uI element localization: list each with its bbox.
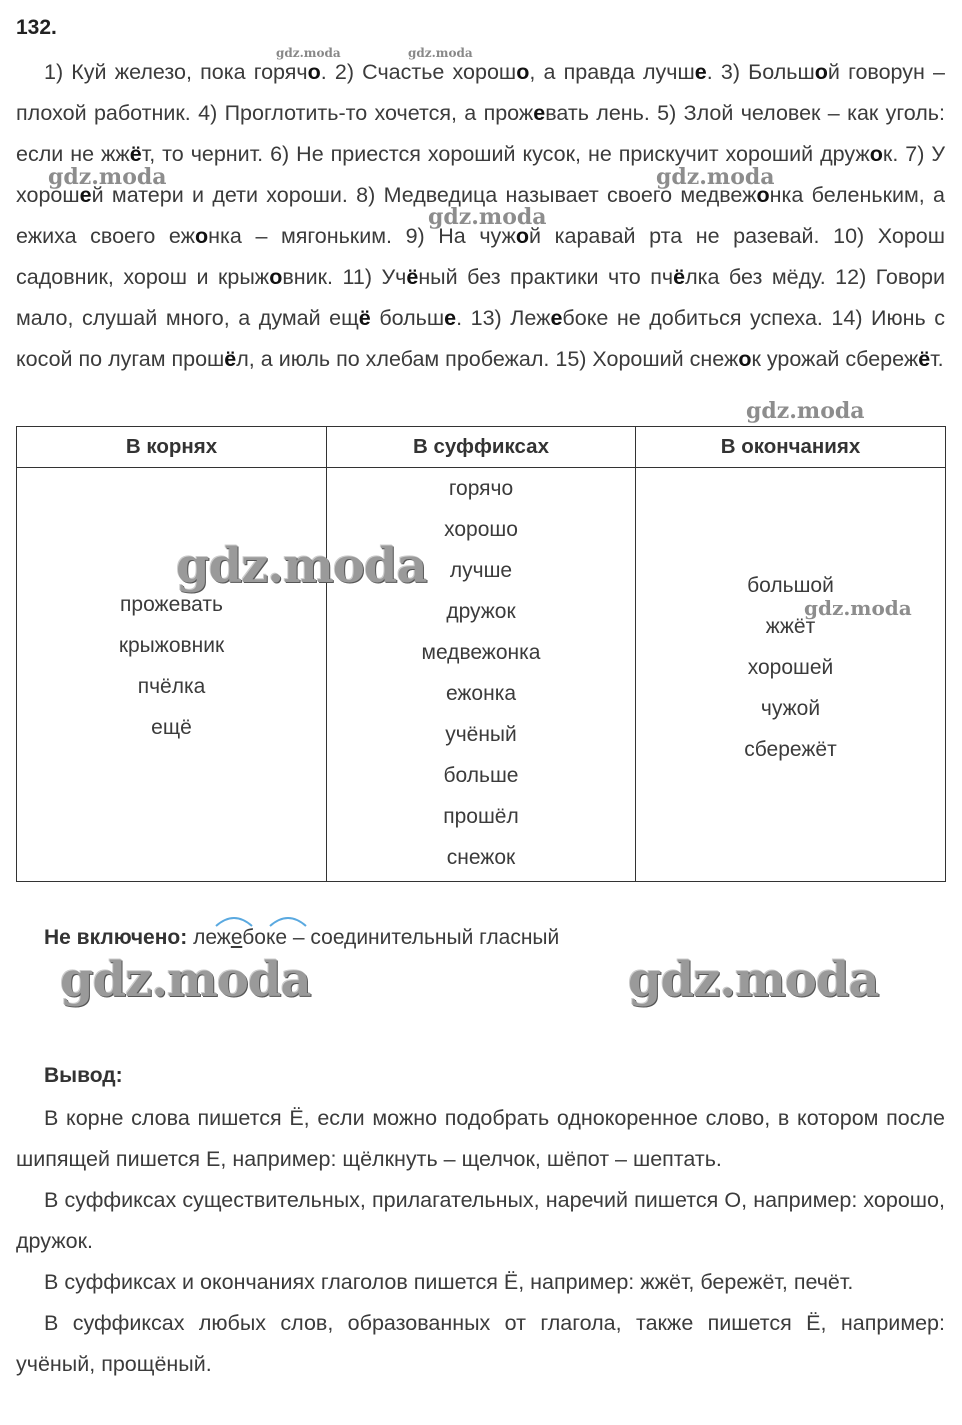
highlighted-vowel: о [738,347,752,371]
excluded-label: Не включено: [44,926,188,949]
text-segment: к урожай сбереж [751,347,919,371]
conclusion-heading: Вывод: [44,1064,123,1087]
highlighted-vowel: е [533,101,546,125]
watermark: gdz.moda [628,952,879,1008]
task-number: 132. [16,16,57,39]
conclusion-paragraph: В суффиксах любых слов, образованных от глагола, также пишется Ё, например: учёный, прощёный. [16,1311,945,1376]
watermark: gdz.moda [60,952,311,1008]
excluded-note [44,926,559,950]
text-segment: й каравай рта не разевай. 10) Хорош садовник, хорош и крыж [16,224,945,289]
excluded-word-end: боке [242,926,288,949]
table-word: крыжовник [118,634,225,657]
table-word: снежок [446,846,516,869]
table-word: лучше [449,559,513,582]
watermark: gdz.moda [176,538,427,594]
text-segment: . 3) Больш [706,60,815,84]
text-segment: . 2) Счастье хорош [320,60,517,84]
text-segment: , а правда лучш [529,60,695,84]
watermark: gdz.moda [48,164,167,190]
table-word: прошёл [443,805,519,828]
roots-column [17,468,327,882]
highlighted-vowel: ё [358,306,371,330]
highlighted-vowel: ё [406,265,419,289]
header-suffixes: В суффиксах [327,427,636,468]
text-segment: л, а июль по хлебам пробежал. 15) Хороший снеж [236,347,739,371]
text-segment: . 13) Леж [456,306,551,330]
table-word: ещё [151,716,192,739]
text-segment: вник. 11) Уч [282,265,407,289]
text-segment: й говорун – плохой работник. 4) Проглотить-то хочется, а прож [16,60,945,125]
suffixes-column [327,468,636,882]
highlighted-vowel: е [550,306,563,330]
excluded-word-vowel: е [230,926,243,949]
table-word: большой [747,574,834,597]
text-segment: боке не добиться успеха. 14) Июнь с косой по лугам прош [16,306,946,371]
text-segment: нка – мягоньким. 9) На чуж [208,224,516,248]
text-segment: вать лень. 5) Злой человек – как уголь: если не жж [16,101,945,166]
table-word: пчёлка [137,675,206,698]
highlighted-vowel: ё [224,347,237,371]
conclusion-body [16,1098,945,1385]
table-word: медвежонка [421,641,541,664]
watermark: gdz.moda [656,164,775,190]
header-roots: В корнях [17,427,327,468]
highlighted-vowel: о [269,265,283,289]
highlighted-vowel: ё [129,142,142,166]
highlighted-vowel: о [195,224,209,248]
text-segment: т, то чернит. 6) Не приестся хороший кусок, не прискучит хороший друж [141,142,870,166]
watermark: gdz.moda [746,398,865,424]
highlighted-vowel: е [79,183,92,207]
watermark: gdz.moda [276,46,341,60]
classification-table [16,426,946,882]
table-word: хорошей [747,656,834,679]
highlighted-vowel: е [694,60,707,84]
excluded-explanation: – соединительный гласный [287,926,560,949]
highlighted-vowel: о [869,142,883,166]
table-word: дружок [446,600,516,623]
table-word: жжёт [765,615,816,638]
highlighted-vowel: о [516,60,530,84]
task-text [16,52,945,380]
table-body-row [17,468,946,882]
text-segment: больш [370,306,445,330]
text-segment: й матери и дети хороши. 8) Медведица называет своего медвеж [91,183,757,207]
conclusion-paragraph: В суффиксах и окончаниях глаголов пишется Ё, например: жжёт, бережёт, печёт. [44,1270,854,1294]
highlighted-vowel: ё [918,347,931,371]
table-header-row [17,427,946,468]
table-word: чужой [760,697,821,720]
header-endings: В окончаниях [636,427,946,468]
highlighted-vowel: е [444,306,457,330]
highlighted-vowel: о [307,60,321,84]
table-word: горячо [448,477,514,500]
highlighted-vowel: о [756,183,770,207]
conclusion-paragraph: В корне слова пишется Ё, если можно подобрать однокоренное слово, в котором после шипящей пишется Е, например: щёлкнуть – щелчок, шёпот – шептать. [16,1106,945,1171]
table-word: больше [443,764,519,787]
watermark: gdz.moda [408,46,473,60]
text-segment: ный без практики что пч [418,265,674,289]
watermark: gdz.moda [428,204,547,230]
table-word: учёный [445,723,517,746]
excluded-word [193,926,287,949]
endings-column [636,468,946,882]
table-word: прожевать [120,593,223,616]
excluded-word-start: леж [193,926,231,949]
highlighted-vowel: о [814,60,828,84]
watermark: gdz.moda [804,596,912,620]
highlighted-vowel: ё [673,265,686,289]
text-segment: т. [930,347,944,371]
table-word: ежонка [445,682,517,705]
table-word: хорошо [444,518,518,541]
conclusion-paragraph: В суффиксах существительных, прилагательных, наречий пишется О, например: хорошо, дружок. [16,1188,945,1253]
highlighted-vowel: о [515,224,530,248]
text-segment: лка без мёду. 12) Говори мало, слушай много, а думай ещ [16,265,945,330]
text-segment: нка беленьким, а ежиха своего еж [16,183,945,248]
text-segment: 1) Куй железо, пока горяч [44,60,308,84]
table-word: сбережёт [744,738,837,761]
text-segment: к. 7) У хорош [16,142,946,207]
